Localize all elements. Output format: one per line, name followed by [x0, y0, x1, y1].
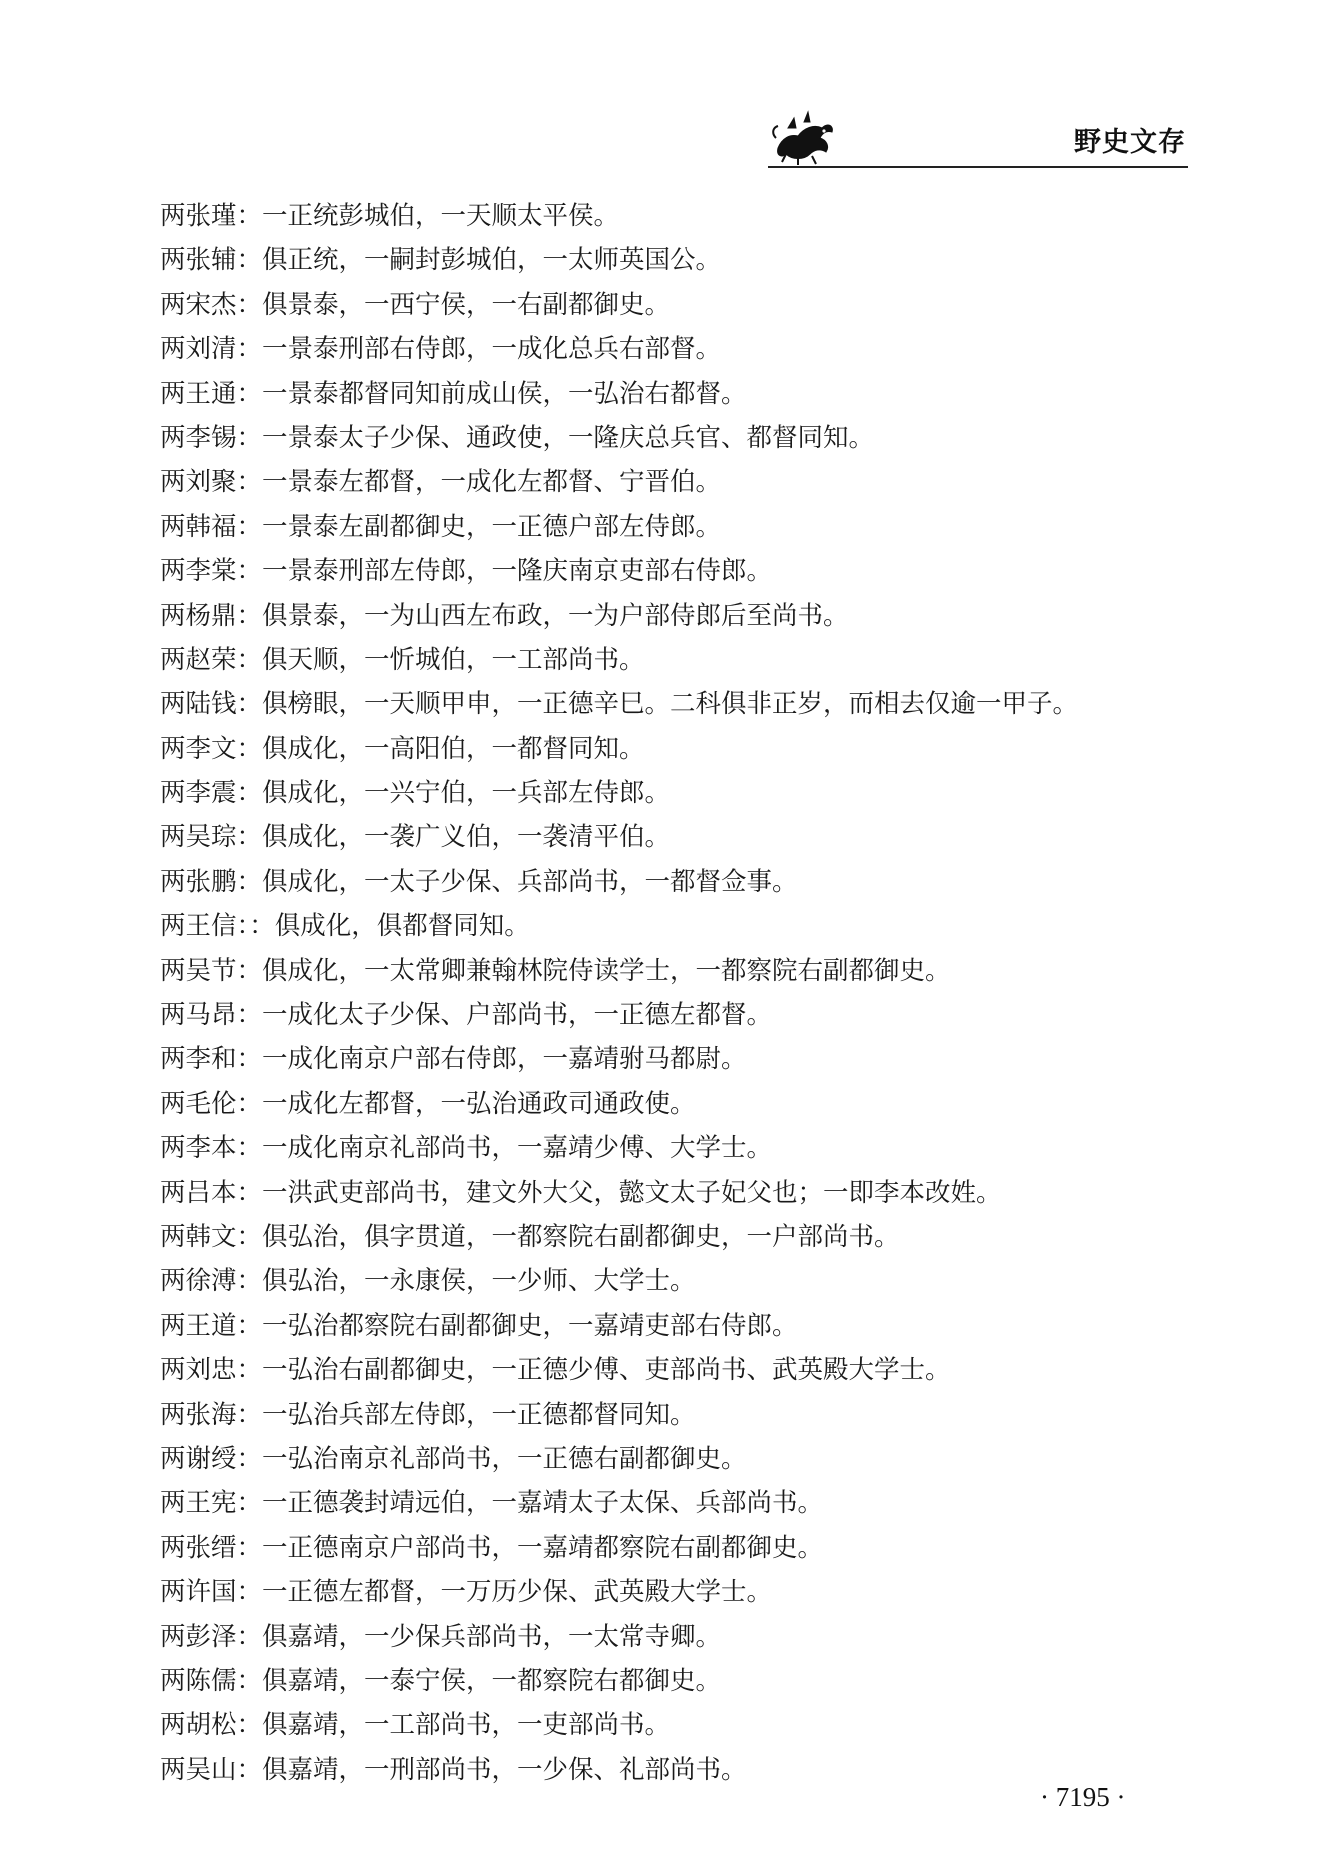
entry-text: ：俱嘉靖，一刑部尚书，一少保、礼部尚书。 — [236, 1754, 747, 1785]
entry-name: 两张瑾 — [160, 201, 237, 231]
entry-text: ：一景泰左都督，一成化左都督、宁晋伯。 — [236, 467, 722, 498]
list-item — [160, 238, 1200, 282]
list-item — [160, 1259, 1200, 1303]
entry-text: ：一弘治右副都御史，一正德少傅、吏部尚书、武英殿大学士。 — [236, 1355, 951, 1386]
list-item — [160, 1526, 1200, 1570]
entry-text: ：俱景泰，一西宁侯，一右副都御史。 — [236, 289, 671, 320]
list-item — [160, 949, 1200, 993]
entry-name: 两马昂 — [160, 1000, 237, 1031]
entry-name: 两谢绶 — [160, 1443, 237, 1474]
entry-name: 两张鹏 — [160, 866, 237, 897]
entry-name: 两陈儒 — [160, 1665, 237, 1696]
list-item — [160, 771, 1200, 815]
entry-name: 两张辅 — [160, 245, 237, 276]
entry-text: ：一正德袭封靖远伯，一嘉靖太子太保、兵部尚书。 — [236, 1488, 824, 1519]
entry-name: 两李锡 — [160, 422, 237, 453]
list-item — [160, 727, 1200, 771]
list-item — [160, 1703, 1200, 1747]
entry-name: 两李文 — [160, 733, 237, 764]
entry-name: 两王道 — [160, 1310, 237, 1341]
page-header — [768, 108, 1188, 170]
entry-text: ：俱嘉靖，一泰宁侯，一都察院右都御史。 — [236, 1665, 722, 1696]
entry-text: ：俱成化，一袭广义伯，一袭清平伯。 — [236, 822, 671, 853]
entry-text: ：一正德南京户部尚书，一嘉靖都察院右副都御史。 — [236, 1532, 824, 1563]
entry-name: 两彭泽 — [160, 1621, 237, 1652]
entry-text: ：一正德左都督，一万历少保、武英殿大学士。 — [236, 1577, 773, 1608]
list-item — [160, 1037, 1200, 1081]
list-item — [160, 1481, 1200, 1525]
entry-text: ：俱正统，一嗣封彭城伯，一太师英国公。 — [236, 245, 722, 276]
entry-name: 两王信 — [160, 911, 237, 942]
entry-name: 两宋杰 — [160, 289, 237, 320]
entry-text: ：一景泰都督同知前成山侯，一弘治右都督。 — [236, 378, 747, 409]
entry-name: 两胡松 — [160, 1710, 237, 1741]
entry-name: 两张海 — [160, 1399, 237, 1430]
entry-text: ：一弘治都察院右副都御史，一嘉靖吏部右侍郎。 — [236, 1310, 798, 1341]
header-divider — [768, 166, 1188, 168]
list-item — [160, 594, 1200, 638]
page-number: · 7195 · — [1040, 1782, 1126, 1812]
list-item — [160, 1570, 1200, 1614]
entry-name: 两许国 — [160, 1577, 237, 1608]
list-item — [160, 460, 1200, 504]
entry-text: ：一正统彭城伯，一天顺太平侯。 — [236, 201, 620, 231]
list-item — [160, 505, 1200, 549]
entry-text: ：俱景泰，一为山西左布政，一为户部侍郎后至尚书。 — [236, 600, 849, 631]
list-item — [160, 372, 1200, 416]
entry-name: 两张缙 — [160, 1532, 237, 1563]
list-item — [160, 904, 1200, 948]
entry-name: 两吴琮 — [160, 822, 237, 853]
entry-name: 两陆钱 — [160, 689, 237, 720]
list-item — [160, 1659, 1200, 1703]
list-item — [160, 1393, 1200, 1437]
entry-text: ：俱弘治，一永康侯，一少师、大学士。 — [236, 1266, 696, 1297]
entry-name: 两徐溥 — [160, 1266, 237, 1297]
entry-name: 两李棠 — [160, 556, 237, 587]
list-item — [160, 549, 1200, 593]
dragon-icon — [768, 108, 838, 166]
list-item — [160, 194, 1200, 238]
entry-name: 两韩文 — [160, 1221, 237, 1252]
entry-name: 两刘清 — [160, 334, 237, 365]
entry-text: ：一弘治兵部左侍郎，一正德都督同知。 — [236, 1399, 696, 1430]
entry-name: 两吴山 — [160, 1754, 237, 1785]
entry-text: ：一成化太子少保、户部尚书，一正德左都督。 — [236, 1000, 773, 1031]
entry-text: ：俱成化，一高阳伯，一都督同知。 — [236, 733, 645, 764]
entry-text: ：一景泰刑部右侍郎，一成化总兵右部督。 — [236, 334, 722, 365]
entry-name: 两杨鼎 — [160, 600, 237, 631]
entry-name: 两刘忠 — [160, 1355, 237, 1386]
entry-text: ：俱成化，一太子少保、兵部尚书，一都督佥事。 — [236, 866, 798, 897]
entry-text: ：俱榜眼，一天顺甲申，一正德辛巳。二科俱非正岁，而相去仅逾一甲子。 — [236, 689, 1079, 720]
entry-text: ：一成化南京户部右侍郎，一嘉靖驸马都尉。 — [236, 1044, 747, 1075]
entry-text: ：俱弘治，俱字贯道，一都察院右副都御史，一户部尚书。 — [236, 1221, 900, 1252]
entry-text: ：一成化左都督，一弘治通政司通政使。 — [236, 1088, 696, 1119]
entry-name: 两李震 — [160, 778, 237, 809]
entry-text: ：一景泰太子少保、通政使，一隆庆总兵官、都督同知。 — [236, 422, 875, 453]
entry-name: 两李本 — [160, 1133, 237, 1164]
list-item — [160, 993, 1200, 1037]
entry-text: ：：俱成化，俱都督同知。 — [236, 911, 530, 942]
list-item — [160, 1304, 1200, 1348]
entry-text: ：一景泰刑部左侍郎，一隆庆南京吏部右侍郎。 — [236, 556, 773, 587]
list-item — [160, 1348, 1200, 1392]
entry-name: 两吴节 — [160, 955, 237, 986]
list-item — [160, 860, 1200, 904]
book-title: 野史文存 — [1074, 127, 1186, 158]
list-item — [160, 1215, 1200, 1259]
entry-name: 两赵荣 — [160, 644, 237, 675]
entry-name: 两吕本 — [160, 1177, 237, 1208]
entry-text: ：一成化南京礼部尚书，一嘉靖少傅、大学士。 — [236, 1133, 773, 1164]
entry-text: ：一弘治南京礼部尚书，一正德右副都御史。 — [236, 1443, 747, 1474]
entry-text: ：一洪武吏部尚书，建文外大父，懿文太子妃父也；一即李本改姓。 — [236, 1177, 1002, 1208]
entry-text: ：一景泰左副都御史，一正德户部左侍郎。 — [236, 511, 722, 542]
list-item — [160, 1082, 1200, 1126]
entry-text: ：俱天顺，一忻城伯，一工部尚书。 — [236, 644, 645, 675]
entry-name: 两王宪 — [160, 1488, 237, 1519]
entry-text: ：俱成化，一兴宁伯，一兵部左侍郎。 — [236, 778, 671, 809]
list-item — [160, 327, 1200, 371]
entry-text: ：俱成化，一太常卿兼翰林院侍读学士，一都察院右副都御史。 — [236, 955, 951, 986]
entry-list — [160, 194, 1200, 1792]
entry-name: 两王通 — [160, 378, 237, 409]
list-item — [160, 1126, 1200, 1170]
entry-text: ：俱嘉靖，一少保兵部尚书，一太常寺卿。 — [236, 1621, 722, 1652]
list-item — [160, 416, 1200, 460]
entry-name: 两刘聚 — [160, 467, 237, 498]
list-item — [160, 283, 1200, 327]
list-item — [160, 815, 1200, 859]
list-item — [160, 1437, 1200, 1481]
list-item — [160, 1615, 1200, 1659]
list-item — [160, 638, 1200, 682]
entry-name: 两韩福 — [160, 511, 237, 542]
entry-text: ：俱嘉靖，一工部尚书，一吏部尚书。 — [236, 1710, 671, 1741]
list-item — [160, 1171, 1200, 1215]
list-item — [160, 682, 1200, 726]
entry-name: 两李和 — [160, 1044, 237, 1075]
entry-name: 两毛伦 — [160, 1088, 237, 1119]
